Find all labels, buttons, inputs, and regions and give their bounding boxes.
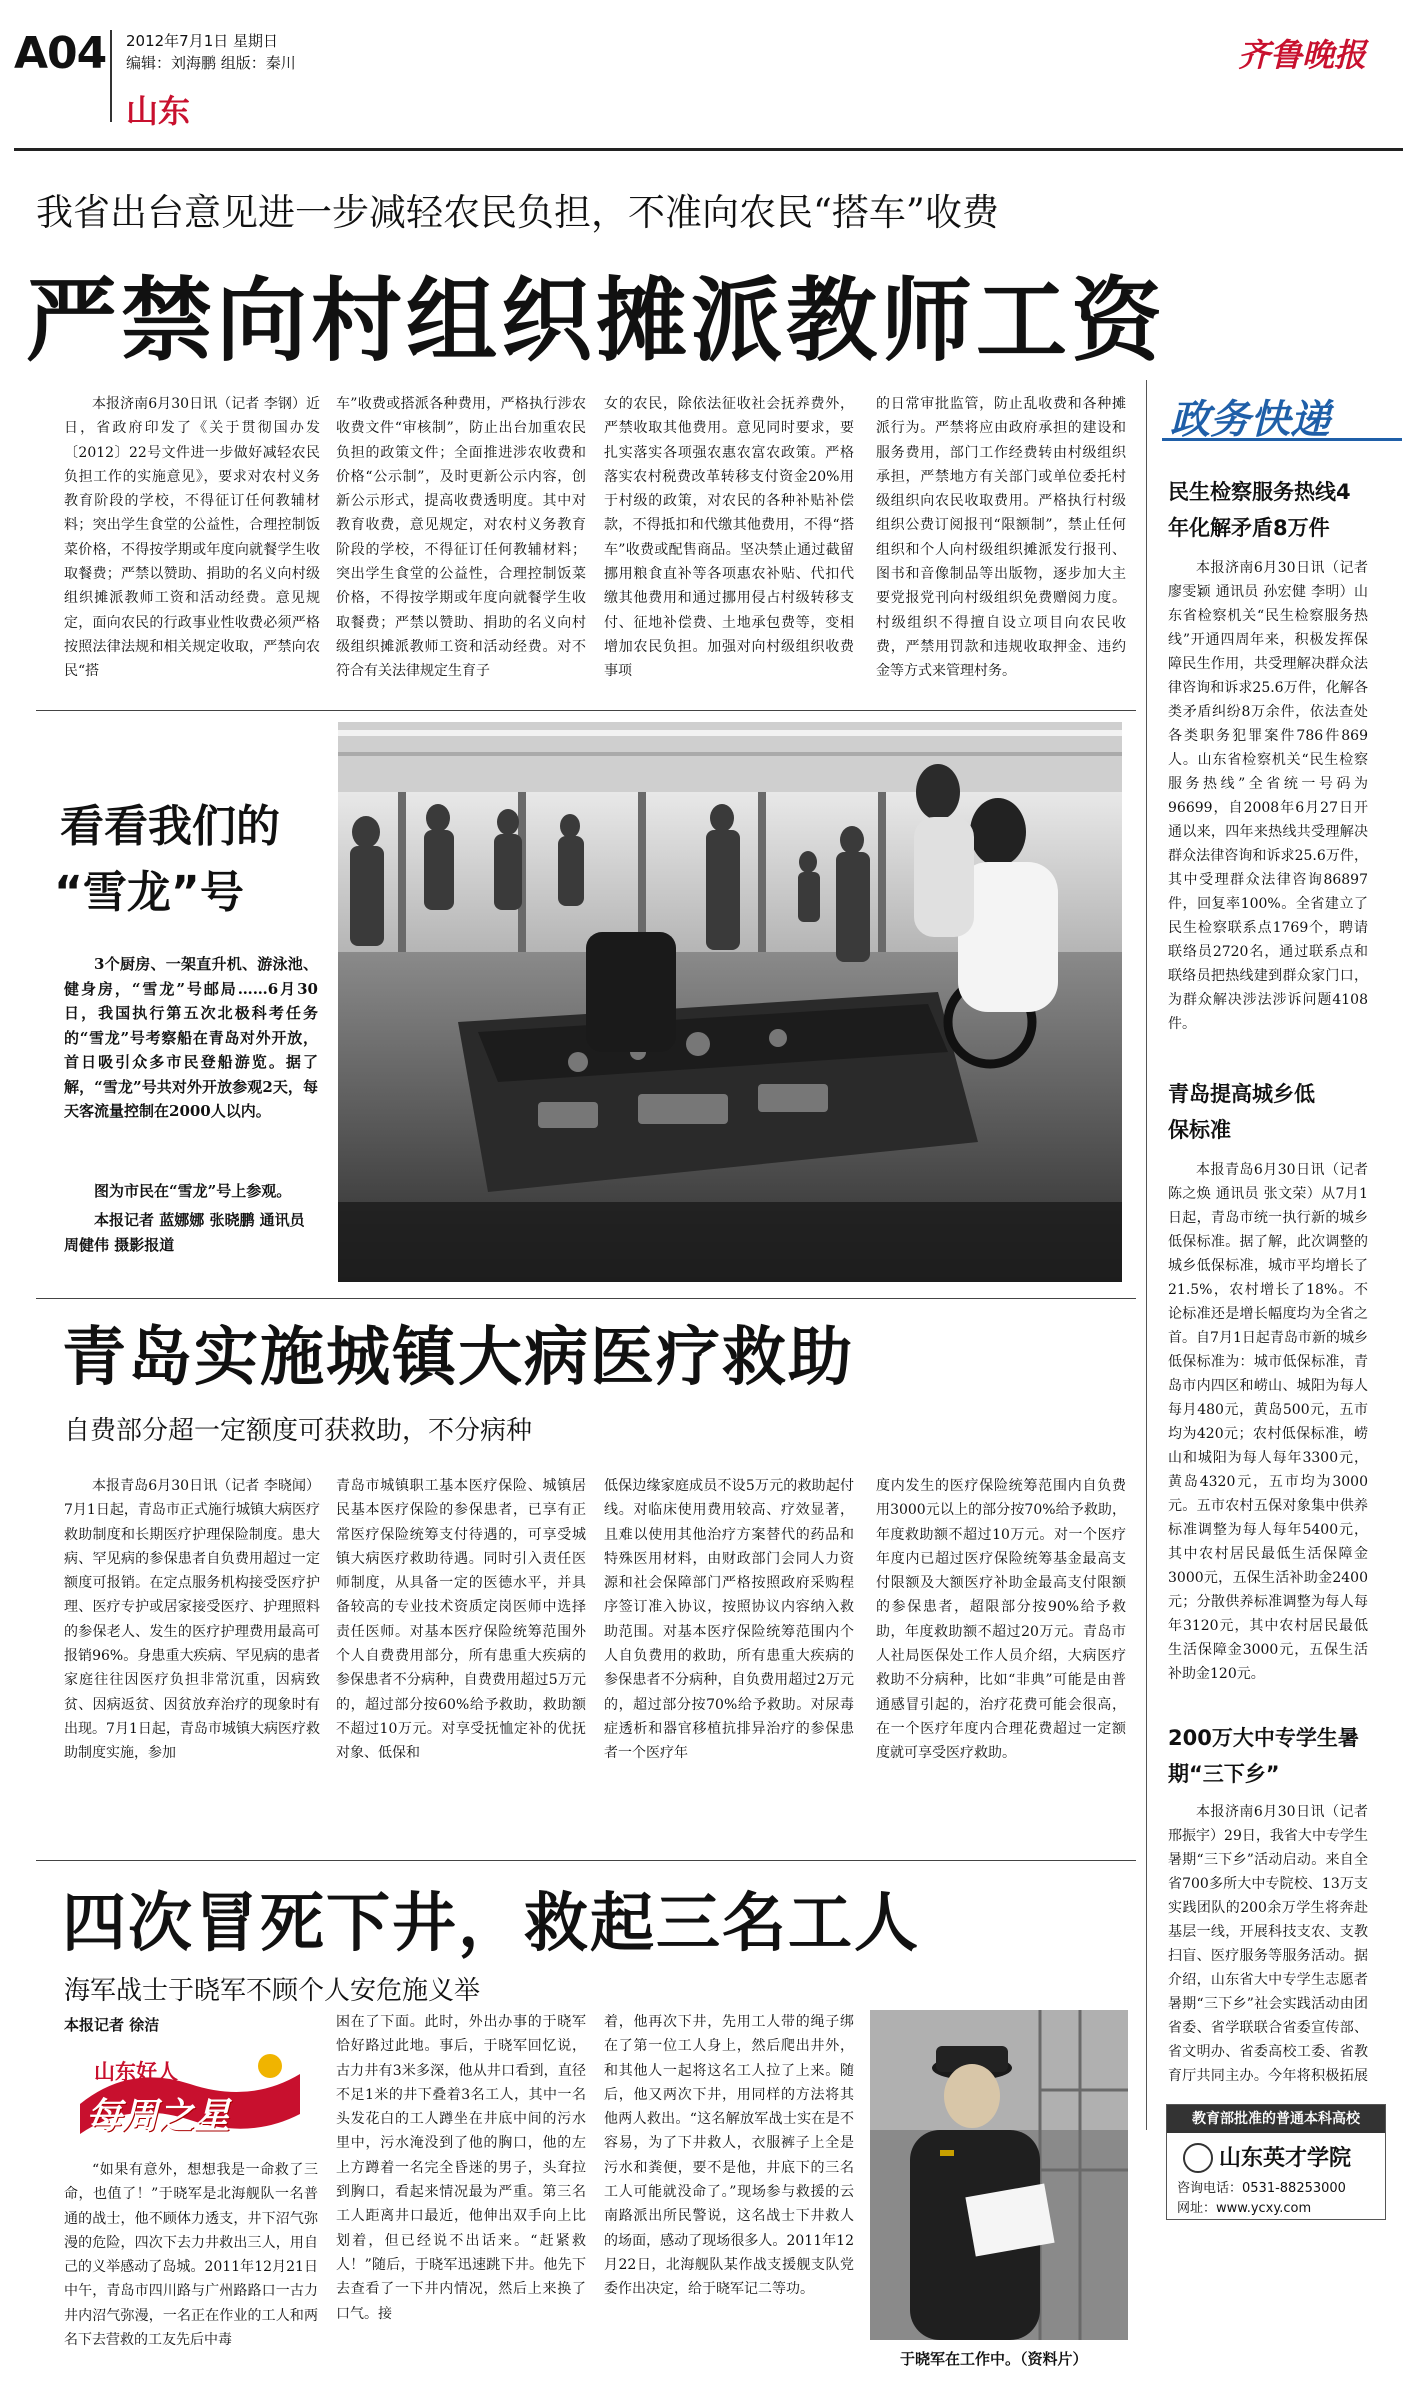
sidebar-item-2-title: 青岛提高城乡低保标准 — [1168, 1082, 1315, 1142]
article3-byline: 本报记者 徐洁 — [64, 2016, 160, 2034]
sidebar-banner — [1162, 386, 1362, 446]
article3-column-1: “如果有意外，想想我是一命救了三命，也值了！”于晓军是北海舰队一名普通的战士，他不顾体力透支，井下沼气弥漫的危险，四次下去力井救出三人，用自己的义举感动了岛城。2011年12月21日中午，青岛市四川路与广州路路口一古力井内沼气弥漫，一名正在作业的工人和两名下去营救的工友先后中毒 — [64, 2162, 318, 2349]
school-ad-name: 山东英才学院 — [1219, 2146, 1352, 2171]
sailor-photo — [870, 2010, 1128, 2340]
school-logo-icon — [1183, 2143, 1213, 2173]
article2-headline: 青岛实施城镇大病医疗救助 — [62, 1321, 854, 1395]
page-header — [0, 0, 1417, 140]
article2-column-2: 青岛市城镇职工基本医疗保险、城镇居民基本医疗保险的参保患者，已享有正常医疗保险统筹支付待遇的，可享受城镇大病医疗救助待遇。同时引入责任医师制度，从具备一定的医德水平，并具备较高的专业技术资质定岗医师中选择责任医师。对基本医疗保险统筹范围外个人自费费用部分，所有患重大疾病的参保患者不分病种，自费费用超过5万元的，超过部分按60%给予救助，救助额不超过10万元。对享受抚恤定补的优抚对象、低保和 — [336, 1478, 586, 1762]
sidebar-item-1-body: 本报济南6月30日讯（记者 廖雯颖 通讯员 孙宏健 李明）山东省检察机关“民生检察服务热线”开通四周年来，积极发挥保障民生作用，共受理解决群众法律咨询和诉求25.6万件，化解各类矛盾纠纷8万余件，依法查处各类职务犯罪案件786件869人。山东省检察机关“民生检察服务热线”全省统一号码为96699，自2008年6月27日开通以来，四年来热线共受理解决群众法律咨询和诉求25.6万件，其中受理群众法律咨询86897件，回复率100%。全省建立了民生检察联系点1769个，聘请联络员2720名，通过联系点和联络员把热线建到群众家门口，为群众解决涉法涉诉问题4108件。 — [1168, 560, 1368, 1032]
header-divider — [110, 30, 112, 122]
article1-column-1: 本报济南6月30日讯（记者 李钢）近日，省政府印发了《关于贯彻国办发〔2012〕22号文件进一步做好减轻农民负担工作的实施意见》，要求对农村义务教育阶段的学校，不得征订任何教辅材料；突出学生食堂的公益性，合理控制饭菜价格，不得按学期或年度向就餐学生收取餐费；严禁以赞助、捐助的名义向村级组织摊派教师工资和活动经费。意见规定，面向农民的行政事业性收费必须严格按照法律法规和相关规定收取，严禁向农民“搭 — [64, 396, 320, 680]
newspaper-logo: 齐鲁晚报 — [1238, 36, 1367, 74]
article3-column-3: 着，他再次下井，先用工人带的绳子绑在了第一位工人身上，然后爬出井外，和其他人一起将这名工人拉了上来。随后，他又两次下井，用同样的方法将其他两人救出。“这名解放军战士实在是不容易，为了下井救人，衣服裤子上全是污水和粪便，要不是他，井底下的三名工人可能就没命了。”现场参与救援的云南路派出所民警说，这名战士下井救人的场面，感动了现场很多人。2011年12月22日，北海舰队某作战支援舰支队党委作出决定，给于晓军记二等功。 — [604, 2014, 854, 2298]
school-ad-top: 教育部批准的普通本科高校 — [1167, 2105, 1385, 2133]
article3-subhead: 海军战士于晓军不顾个人安危施义举 — [64, 1976, 481, 2006]
page-date: 2012年7月1日 星期日 — [126, 32, 279, 50]
sidebar-item-3-body: 本报济南6月30日讯（记者 邢振宇）29日，我省大中专学生暑期“三下乡”活动启动。来自全省700多所大中专院校、13万支实践团队的200余万学生将奔赴基层一线，开展科技支农、支教扫盲、医疗服务等服务活动。据介绍，山东省大中专学生志愿者暑期“三下乡”社会实践活动由团省委、省学联联合省委宣传部、省文明办、省委高校工委、省教育厅共同主办。今年将积极拓展 — [1168, 1804, 1368, 2084]
article2-subhead: 自费部分超一定额度可获救助，不分病种 — [64, 1416, 533, 1446]
photo-feature-credit: 本报记者 蓝娜娜 张晓鹏 通讯员 周健伟 摄影报道 — [64, 1211, 305, 1254]
school-ad-phone: 咨询电话：0531-88253000 — [1177, 2181, 1346, 2196]
sidebar-item-1-title: 民生检察服务热线4年化解矛盾8万件 — [1168, 480, 1351, 540]
header-rule — [14, 148, 1403, 151]
good-person-badge — [70, 2044, 310, 2140]
article3-top-rule — [36, 1860, 1136, 1861]
school-ad-web: 网址：www.ycxy.com — [1177, 2201, 1312, 2216]
article1-kicker: 我省出台意见进一步减轻农民负担，不准向农民“搭车”收费 — [36, 191, 999, 234]
article2-column-3: 低保边缘家庭成员不设5万元的救助起付线。对临床使用费用较高、疗效显著，且难以使用其他治疗方案替代的药品和特殊医用材料，由财政部门会同人力资源和社会保障部门严格按照政府采购程序签订准入协议，按照协议内容纳入救助范围。对基本医疗保险统筹范围内个人自负费用的救助，所有患重大疾病的参保患者不分病种，自负费用超过2万元的，超过部分按70%给予救助。对尿毒症透析和器官移植抗排异治疗的参保患者一个医疗年 — [604, 1478, 854, 1762]
article1-column-2: 车”收费或搭派各种费用，严格执行涉农收费文件“审核制”，防止出台加重农民负担的政策文件；全面推进涉农收费和价格“公示制”，及时更新公示内容，创新公示形式，提高收费透明度。其中对教育收费，意见规定，对农村义务教育阶段的学校，不得征订任何教辅材料；突出学生食堂的公益性，合理控制饭菜价格，不得按学期或年度向就餐学生收取餐费；严禁以赞助、捐助的名义向村级组织摊派教师工资和活动经费。对不符合有关法律规定生育子 — [336, 396, 586, 680]
article2-column-4: 度内发生的医疗保险统筹范围内自负费用3000元以上的部分按70%给予救助，年度救助额不超过10万元。对一个医疗年度内已超过医疗保险统筹基金最高支付限额及大额医疗补助金最高支付限额的参保患者，超限部分按90%给予救助，年度救助额不超过20万元。青岛市人社局医保处工作人员介绍，大病医疗救助不分病种，比如“非典”可能是由普通感冒引起的，治疗花费可能会很高，在一个医疗年度内合理花费超过一定额度就可享受医疗救助。 — [876, 1478, 1126, 1762]
section-label: 山东 — [126, 92, 191, 130]
sidebar-divider — [1146, 380, 1147, 2130]
article3-column-2: 困在了下面。此时，外出办事的于晓军恰好路过此地。事后，于晓军回忆说，古力井有3米多深，他从井口看到，直径不足1米的井下叠着3名工人，其中一名头发花白的工人蹲坐在井底中间的污水里中，污水淹没到了他的胸口，他的左上方蹲着一名完全昏迷的男子，头耷拉到胸口，看起来情况最为严重。第三名工人距离井口最近，他伸出双手向上比划着，但已经说不出话来。“赶紧救人！”随后，于晓军迅速跳下井。他先下去查看了一下井内情况，然后上来换了口气。接 — [336, 2014, 586, 2322]
article3-headline: 四次冒死下井，救起三名工人 — [62, 1887, 920, 1961]
badge-main-text: 每周之星 — [86, 2096, 231, 2137]
article1-column-4: 的日常审批监管，防止乱收费和各种摊派行为。严禁将应由政府承担的建设和服务费用，部门工作经费转由村级组织承担，严禁地方有关部门或单位委托村级组织向农民收取费用。严格执行村级组织公费订阅报刊“限额制”，禁止任何组织和个人向村级组织摊派发行报刊、图书和音像制品等出版物，逐步加大主要党报党刊向村级组织免费赠阅力度。村级组织不得擅自设立项目向农民收费，严禁用罚款和违规收取押金、违约金等方式来管理村务。 — [876, 396, 1126, 680]
article2-top-rule — [36, 1298, 1136, 1299]
xuelong-photo — [338, 722, 1122, 1282]
badge-top-text: 山东好人 — [94, 2060, 178, 2084]
sidebar-item-2-body: 本报青岛6月30日讯（记者 陈之焕 通讯员 张文荣）从7月1日起，青岛市统一执行新的城乡低保标准。据了解，此次调整的城乡低保标准，城市平均增长了21.5%，农村增长了18%。不论标准还是增长幅度均为全省之首。自7月1日起青岛市新的城乡低保标准为：城市低保标准，青岛市内四区和崂山、城阳为每人每月480元，黄岛500元，五市均为420元；农村低保标准，崂山和城阳为每人每年3300元，黄岛4320元，五市均为3000元。五市农村五保对象集中供养标准调整为每人每年5400元，其中农村居民最低生活保障金3000元，五保生活补助金2400元；分散供养标准调整为每人每年3120元，其中农村居民最低生活保障金3000元，五保生活补助金120元。 — [1168, 1162, 1368, 1682]
photo-feature-headline-line2: “雪龙”号 — [54, 867, 244, 918]
article1-bottom-rule — [36, 710, 1136, 711]
sidebar-item-3-title: 200万大中专学生暑期“三下乡” — [1168, 1726, 1359, 1786]
sailor-photo-caption: 于晓军在工作中。（资料片） — [900, 2350, 1088, 2368]
article2-column-1: 本报青岛6月30日讯（记者 李晓闻）7月1日起，青岛市正式施行城镇大病医疗救助制度和长期医疗护理保险制度。患大病、罕见病的参保患者自负费用超过一定额度可报销。在定点服务机构接受医疗护理、医疗专护或居家接受医疗、护理照料的参保老人、发生的医疗护理费用最高可报销96%。身患重大疾病、罕见病的患者家庭往往因医疗负担非常沉重，因病致贫、因病返贫、因贫放弃治疗的现象时有出现。7月1日起，青岛市城镇大病医疗救助制度实施，参加 — [64, 1478, 320, 1762]
photo-feature-headline-line1: 看看我们的 — [60, 801, 280, 852]
photo-feature-body: 3个厨房、一架直升机、游泳池、健身房，“雪龙”号邮局……6月30日，我国执行第五次北极科考任务的“雪龙”号考察船在青岛对外开放，首日吸引众多市民登船游览。据了解，“雪龙”号共对外开放参观2天，每天客流量控制在2000人以内。 — [64, 955, 318, 1120]
article1-headline: 严禁向村组织摊派教师工资 — [26, 269, 1167, 374]
sidebar-banner-title: 政务快递 — [1170, 397, 1330, 443]
article1-column-3: 女的农民，除依法征收社会抚养费外，严禁收取其他费用。意见同时要求，要扎实落实各项强农惠农富农政策。严格落实农村税费改革转移支付资金20%用于村级的政策，对农民的各种补贴补偿款，不得抵扣和代缴其他费用，不得“搭车”收费或配售商品。坚决禁止通过截留挪用粮食直补等各项惠农补贴、代扣代缴其他费用和通过挪用侵占村级转移支付、征地补偿费、土地承包费等，变相增加农民负担。加强对向村级组织收费事项 — [604, 396, 854, 680]
school-ad[interactable] — [1166, 2104, 1386, 2220]
page-number: A04 — [14, 28, 107, 79]
page-editor: 编辑：刘海鹏 组版：秦川 — [126, 54, 296, 72]
photo-feature-caption: 图为市民在“雪龙”号上参观。 — [94, 1182, 292, 1200]
